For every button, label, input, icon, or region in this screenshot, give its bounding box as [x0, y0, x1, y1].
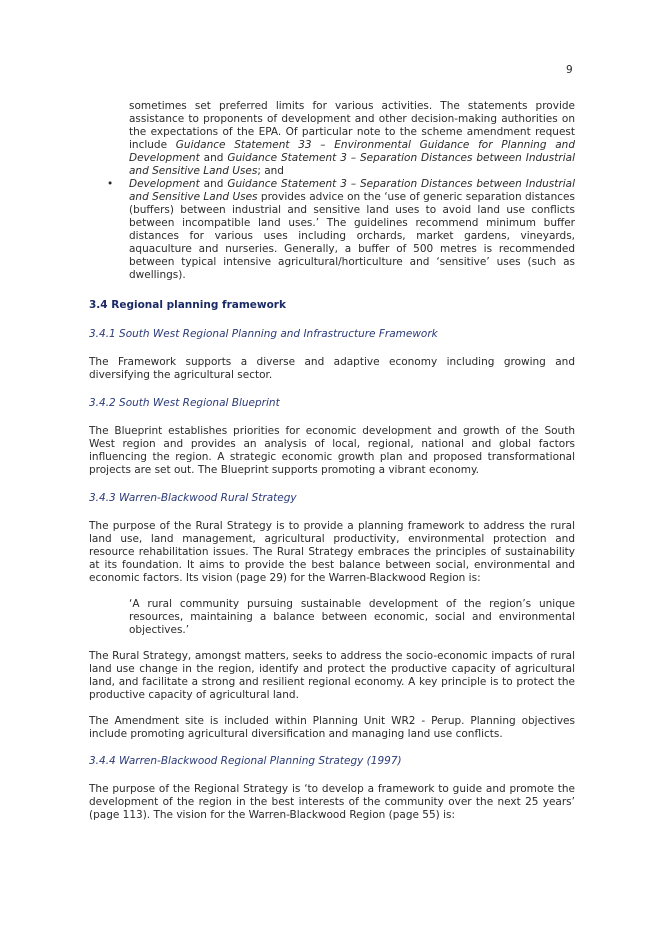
italic-run: Guidance Statement 3 – Separation Distances between Industrial and Sensitive Land Uses	[129, 152, 575, 177]
italic-run: Guidance Statement 33 – Environmental Guidance for Planning and Development	[129, 139, 575, 164]
italic-run: Guidance Statement 3 – Separation Distances between Industrial and Sensitive Land Uses	[129, 178, 575, 203]
text-run: and	[199, 152, 228, 164]
italic-run: Development	[129, 178, 200, 190]
page-number: 9	[566, 64, 573, 76]
paragraph: The Amendment site is included within Planning Unit WR2 - Perup. Planning objectives include promoting agricultural diversification and managing land use conflicts.	[89, 715, 575, 740]
bullet-item	[107, 178, 575, 282]
section-heading: 3.4 Regional planning framework	[89, 299, 286, 311]
text-run: and	[199, 178, 228, 190]
text-run: sometimes set preferred limits for various activities. The statements provide assistance to proponents of development and other decision-making authorities on the expectations of the EPA. Of particular note to the scheme amendment request include	[129, 100, 575, 151]
paragraph: The Blueprint establishes priorities for economic development and growth of the South West region and provides an analysis of local, regional, national and global factors influencing the region. A strategic economic growth plan and proposed transformational projects are set out. The Blueprint supports promoting a vibrant economy.	[89, 425, 575, 476]
bullet-icon: •	[107, 178, 114, 190]
paragraph: The purpose of the Regional Strategy is ‘to develop a framework to guide and promote the development of the region in the best interests of the community over the next 25 years’ (page 113). The vision for the Warren-Blackwood Region (page 55) is:	[89, 783, 575, 821]
subsection-heading: 3.4.3 Warren-Blackwood Rural Strategy	[89, 492, 297, 504]
paragraph: The purpose of the Rural Strategy is to provide a planning framework to address the rural land use, land management, agricultural productivity, environmental protection and resource rehabilitation issues. The Rural Strategy embraces the principles of sustainability at its foundation. It aims to provide the best balance between social, environmental and economic factors. Its vision (page 29) for the Warren-Blackwood Region is:	[89, 520, 575, 584]
subsection-heading: 3.4.1 South West Regional Planning and Infrastructure Framework	[89, 328, 438, 340]
text-run: provides advice on the ‘use of generic separation distances (buffers) between industrial and sensitive land uses to avoid land use conflicts between incompatible land uses.’ The guidelines recommend minimum buffer distances for various uses including orchards, market gardens, vineyards, aquaculture and nurseries. Generally, a buffer of 500 metres is recommended between typical intensive agricultural/horticulture and ‘sensitive’ uses (such as dwellings).	[129, 191, 575, 281]
document-body	[89, 100, 575, 822]
subsection-heading: 3.4.2 South West Regional Blueprint	[89, 397, 280, 409]
text-run: ; and	[257, 165, 284, 177]
bullet-continuation-paragraph	[129, 100, 575, 178]
paragraph: The Rural Strategy, amongst matters, seeks to address the socio-economic impacts of rural land use change in the region, identify and protect the productive capacity of agricultural land, and facilitate a strong and resilient regional economy. A key principle is to protect the productive capacity of agricultural land.	[89, 650, 575, 701]
paragraph: The Framework supports a diverse and adaptive economy including growing and diversifying the agricultural sector.	[89, 356, 575, 381]
quote-paragraph: ‘A rural community pursuing sustainable development of the region’s unique resources, maintaining a balance between economic, social and environmental objectives.’	[129, 598, 575, 636]
subsection-heading: 3.4.4 Warren-Blackwood Regional Planning Strategy (1997)	[89, 755, 402, 767]
